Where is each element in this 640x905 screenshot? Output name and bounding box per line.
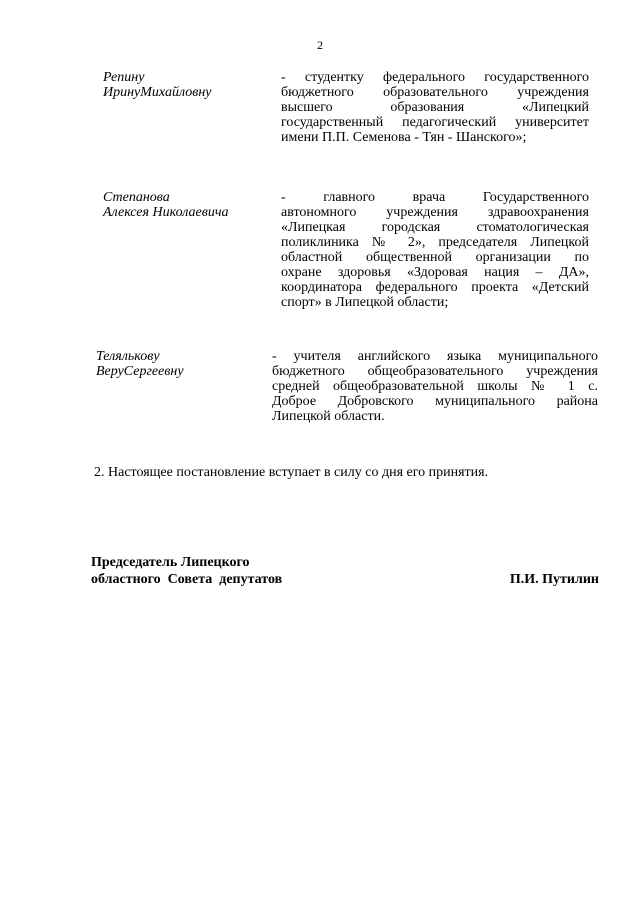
description-line: Доброе Добровского муниципального района [272,394,598,409]
description-line: автономного учреждения здравоохранения [281,205,589,220]
description-line: спорт» в Липецкой области; [281,295,449,310]
description-line: поликлиника № 2», председателя Липецкой [281,235,589,250]
description-line: имени П.П. Семенова - Тян - Шанского»; [281,130,527,145]
appointee-name [103,70,211,100]
description-line: высшего образования «Липецкий [281,100,589,115]
appointee-description [272,349,598,424]
page-number: 2 [317,38,323,52]
signature-block [91,554,599,588]
appointee-given-names: Алексея Николаевича [103,205,229,220]
signatory-title-line: областного Совета депутатов [91,572,283,587]
appointee-surname: Степанова [103,190,170,205]
appointee-name [103,190,229,220]
description-line: координатора федерального проекта «Детский [281,280,589,295]
description-line: - студентку федерального государственного [281,70,589,85]
effective-date-clause: 2. Настоящее постановление вступает в силу со дня его принятия. [94,465,489,480]
appointee-surname: Репину [103,70,145,85]
description-line: - учителя английского языка муниципального [272,349,598,364]
description-line: «Липецкая городская стоматологическая [281,220,589,235]
appointee-description [281,70,589,145]
appointee-entry [96,349,598,439]
appointee-surname: Телялькову [96,349,160,364]
appointee-name [96,349,184,379]
description-line: охране здоровья «Здоровая нация – ДА», [281,265,589,280]
appointee-given-names: ВеруСергеевну [96,364,184,379]
signatory-name: П.И. Путилин [509,572,599,587]
appointee-description [281,190,589,310]
appointee-given-names: ИринуМихайловну [103,85,212,100]
description-line: государственный педагогический университет [281,115,589,130]
appointee-entry [103,190,589,330]
appointee-entry [103,70,589,160]
description-line: Липецкой области. [272,409,385,424]
description-line: бюджетного образовательного учреждения [281,85,589,100]
description-line: - главного врача Государственного [281,190,589,205]
description-line: средней общеобразовательной школы № 1 с. [272,379,598,394]
description-line: бюджетного общеобразовательного учреждения [272,364,598,379]
signatory-title-line: Председатель Липецкого [91,555,250,570]
description-line: областной общественной организации по [281,250,589,265]
